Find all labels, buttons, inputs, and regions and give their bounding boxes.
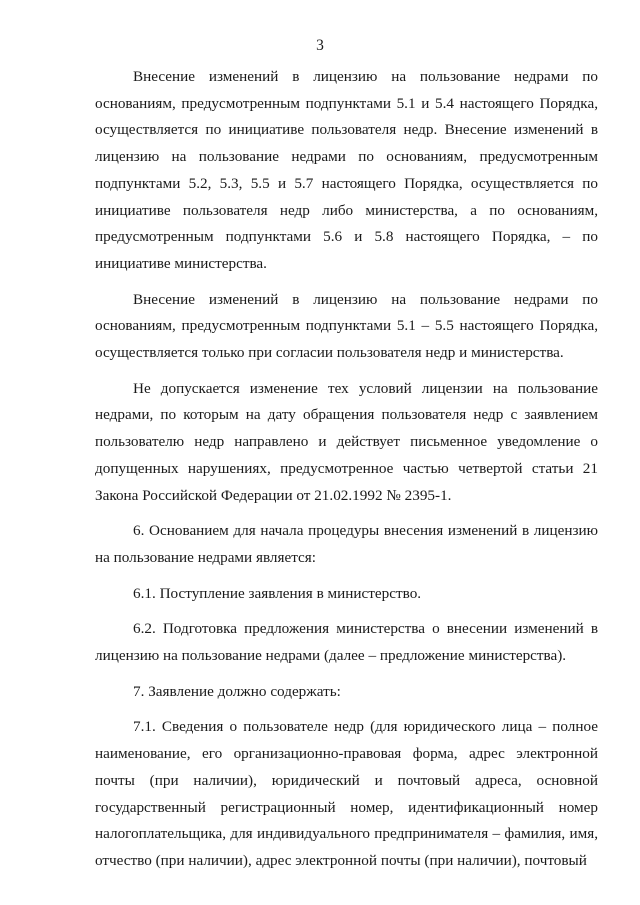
- paragraph-item-6: 6. Основанием для начала процедуры внесения изменений в лицензию на пользование недрами является:: [95, 522, 598, 566]
- paragraph-gap: [95, 607, 598, 616]
- document-body: [95, 64, 598, 875]
- page-number: 3: [316, 37, 324, 54]
- paragraph-gap: [95, 572, 598, 581]
- paragraph-gap: [95, 278, 598, 287]
- paragraph-gap: [95, 670, 598, 679]
- paragraph-gap: [95, 509, 598, 518]
- paragraph-item-6-1: 6.1. Поступление заявления в министерство.: [133, 584, 422, 602]
- paragraph-gap: [95, 367, 598, 376]
- paragraph-license-initiative: Внесение изменений в лицензию на пользование недрами по основаниям, предусмотренным подпунктами 5.1 и 5.4 настоящего Порядка, осуществляется по инициативе пользователя недр. Внесение изменений в лицензию на пользование недрами по основаниям, предусмотренным подпунктами 5.2, 5.3, 5.5 и 5.7 настоящего Порядка, осуществляется по инициативе пользователя недр либо министерства, а по основаниям, предусмотренным подпунктами 5.6 и 5.8 настоящего Порядка, – по инициативе министерства.: [95, 68, 598, 272]
- paragraph-consent-required: Внесение изменений в лицензию на пользование недрами по основаниям, предусмотренным подпунктами 5.1 – 5.5 настоящего Порядка, осуществляется только при согласии пользователя недр и министерства.: [95, 290, 598, 362]
- paragraph-item-6-2: 6.2. Подготовка предложения министерства о внесении изменений в лицензию на пользование недрами (далее – предложение министерства).: [95, 620, 598, 665]
- paragraph-item-7: 7. Заявление должно содержать:: [133, 682, 341, 700]
- paragraph-change-restriction: Не допускается изменение тех условий лицензии на пользование недрами, по которым на дату обращения пользователя недр с заявлением пользователю недр направлено и действует письменное уведомление о допущенных нарушениях, предусмотренное частью четвертой статьи 21 Закона Российской Федерации от 21.02.1992 № 2395-1.: [95, 379, 598, 504]
- paragraph-item-7-1: 7.1. Сведения о пользователе недр (для юридического лица – полное наименование, его организационно-правовая форма, адрес электронной почты (при наличии), юридический и почтовый адреса, основной государственный регистрационный номер, идентификационный номер налогоплательщика, для индивидуального предпринимателя – фамилия, имя, отчество (при наличии), адрес электронной почты (при наличии), почтовый: [95, 718, 598, 869]
- paragraph-gap: [95, 705, 598, 714]
